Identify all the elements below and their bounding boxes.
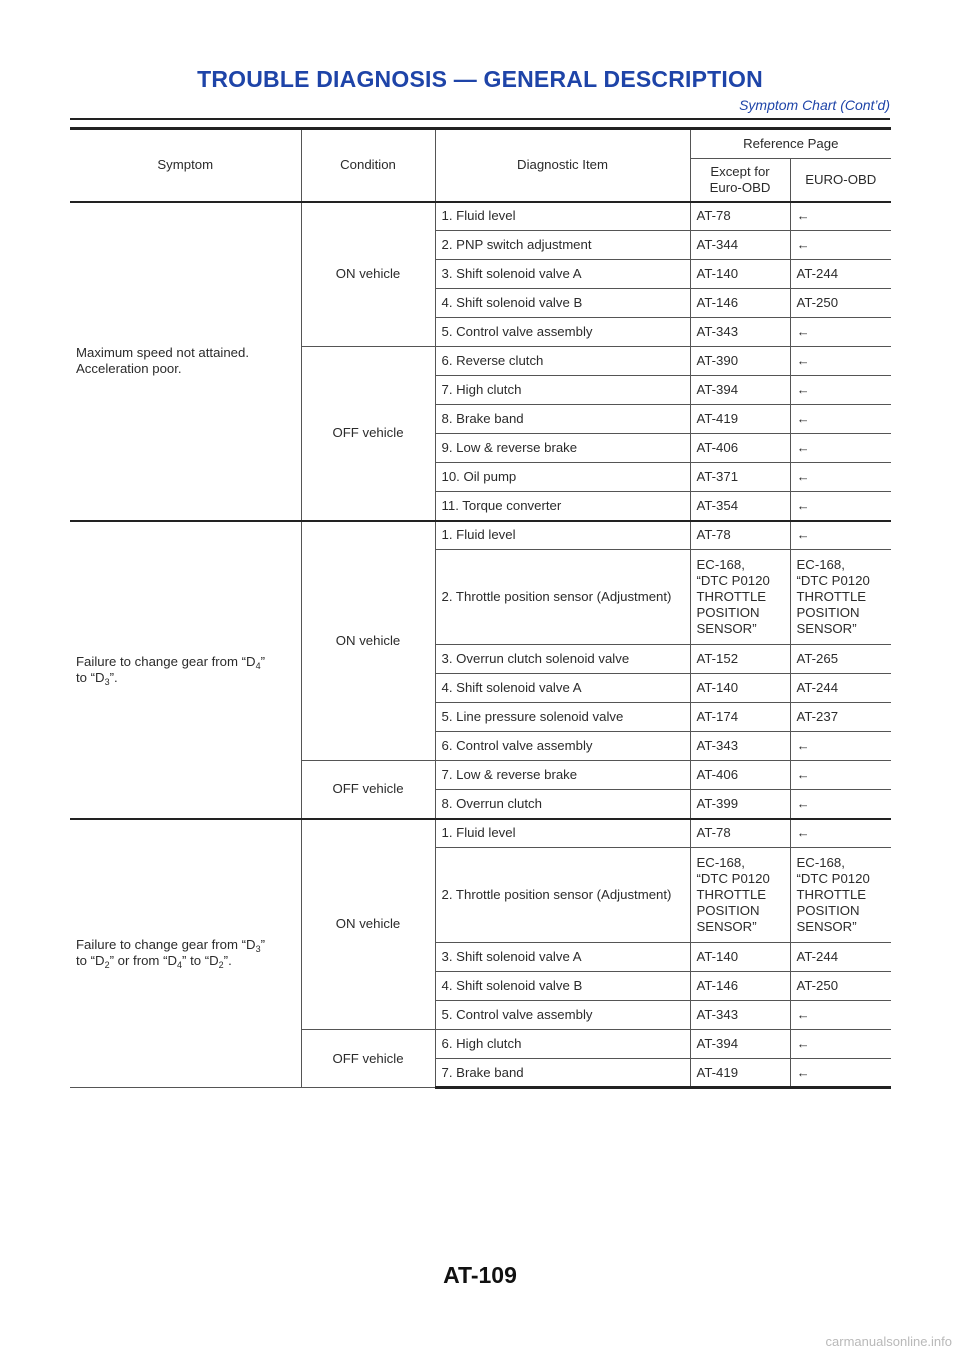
diagnostic-item-cell: 8. Overrun clutch <box>435 790 690 819</box>
symptom-text: ” <box>260 937 265 953</box>
reference-page-cell: AT-140 <box>690 943 790 972</box>
diagnostic-item-cell: 2. Throttle position sensor (Adjustment) <box>435 848 690 943</box>
reference-page-cell: AT-406 <box>690 761 790 790</box>
euro-obd-cell: ← <box>790 347 891 376</box>
diagnostic-item-cell: 5. Line pressure solenoid valve <box>435 703 690 732</box>
diagnostic-item-cell: 4. Shift solenoid valve B <box>435 289 690 318</box>
reference-page-cell: AT-354 <box>690 492 790 521</box>
reference-page-cell: AT-152 <box>690 645 790 674</box>
reference-page-cell: AT-140 <box>690 260 790 289</box>
reference-page-cell: AT-146 <box>690 289 790 318</box>
reference-line: EC-168, <box>696 557 745 572</box>
euro-obd-cell: ← <box>790 790 891 819</box>
gear-subscript: 3 <box>104 676 110 687</box>
euro-obd-cell: ← <box>790 819 891 848</box>
reference-line: THROTTLE <box>696 887 767 902</box>
symptom-text: ”. <box>109 669 118 685</box>
column-header-euro-obd: EURO-OBD <box>790 159 891 202</box>
diagnostic-item-cell: 2. PNP switch adjustment <box>435 231 690 260</box>
gear-subscript: 2 <box>218 960 224 971</box>
symptom-text: Failure to change gear from “D <box>76 937 256 953</box>
reference-line: THROTTLE <box>696 589 767 604</box>
symptom-text: to “D <box>76 953 105 969</box>
table-row <box>70 521 891 550</box>
reference-line: EC-168, <box>796 855 845 870</box>
page-header-subtitle: Symptom Chart (Cont’d) <box>739 97 890 113</box>
reference-page-cell: AT-78 <box>690 819 790 848</box>
table-header-row <box>70 129 891 159</box>
condition-cell: ON vehicle <box>301 521 435 761</box>
reference-line: “DTC P0120 <box>696 871 770 886</box>
diagnostic-item-cell: 3. Shift solenoid valve A <box>435 260 690 289</box>
reference-line: EC-168, <box>796 557 845 572</box>
diagnostic-item-cell: 3. Overrun clutch solenoid valve <box>435 645 690 674</box>
euro-obd-cell: AT-237 <box>790 703 891 732</box>
gear-subscript: 2 <box>104 960 110 971</box>
reference-page-cell: AT-399 <box>690 790 790 819</box>
reference-line: THROTTLE <box>796 887 867 902</box>
diagnostic-item-cell: 6. High clutch <box>435 1030 690 1059</box>
reference-page-cell: AT-419 <box>690 405 790 434</box>
diagnostic-item-cell: 5. Control valve assembly <box>435 318 690 347</box>
euro-obd-cell <box>790 848 891 943</box>
euro-obd-cell: ← <box>790 231 891 260</box>
reference-line: POSITION <box>796 903 860 918</box>
euro-obd-cell: ← <box>790 492 891 521</box>
diagnostic-item-cell: 11. Torque converter <box>435 492 690 521</box>
reference-page-cell: AT-344 <box>690 231 790 260</box>
euro-obd-cell: ← <box>790 434 891 463</box>
diagnostic-item-cell: 7. High clutch <box>435 376 690 405</box>
diagnostic-item-cell: 1. Fluid level <box>435 819 690 848</box>
symptom-text: Failure to change gear from “D <box>76 653 256 669</box>
reference-page-cell: AT-174 <box>690 703 790 732</box>
diagnostic-item-cell: 3. Shift solenoid valve A <box>435 943 690 972</box>
euro-obd-cell: AT-244 <box>790 674 891 703</box>
diagnostic-item-cell: 9. Low & reverse brake <box>435 434 690 463</box>
euro-obd-cell: ← <box>790 405 891 434</box>
diagnostic-item-cell: 7. Low & reverse brake <box>435 761 690 790</box>
euro-obd-cell: AT-265 <box>790 645 891 674</box>
reference-line: “DTC P0120 <box>696 573 770 588</box>
condition-cell: ON vehicle <box>301 202 435 347</box>
column-header-symptom: Symptom <box>70 129 301 202</box>
reference-line: POSITION <box>696 605 760 620</box>
symptom-cell <box>70 521 301 819</box>
reference-page-cell: AT-406 <box>690 434 790 463</box>
column-header-condition: Condition <box>301 129 435 202</box>
column-header-except-euro-obd-line1: Except for <box>710 163 770 179</box>
diagnostic-item-cell: 8. Brake band <box>435 405 690 434</box>
euro-obd-cell: ← <box>790 761 891 790</box>
reference-line: THROTTLE <box>796 589 867 604</box>
reference-page-cell <box>690 848 790 943</box>
reference-page-cell: AT-343 <box>690 732 790 761</box>
diagnostic-item-cell: 7. Brake band <box>435 1059 690 1088</box>
euro-obd-cell: ← <box>790 521 891 550</box>
symptom-cell <box>70 202 301 521</box>
diagnostic-item-cell: 6. Control valve assembly <box>435 732 690 761</box>
euro-obd-cell: AT-250 <box>790 289 891 318</box>
column-header-diagnostic-item: Diagnostic Item <box>435 129 690 202</box>
symptom-text: ” or from “D <box>109 953 177 969</box>
euro-obd-cell: ← <box>790 318 891 347</box>
euro-obd-cell: ← <box>790 732 891 761</box>
reference-line: SENSOR” <box>796 919 857 934</box>
reference-line: POSITION <box>796 605 860 620</box>
symptom-cell <box>70 819 301 1088</box>
column-header-except-euro-obd <box>690 159 790 202</box>
reference-line: SENSOR” <box>696 621 757 636</box>
column-header-reference-page: Reference Page <box>690 129 891 159</box>
euro-obd-cell: AT-244 <box>790 943 891 972</box>
reference-line: “DTC P0120 <box>796 871 870 886</box>
diagnostic-item-cell: 6. Reverse clutch <box>435 347 690 376</box>
header-divider <box>70 118 890 120</box>
symptom-text: ” to “D <box>182 953 219 969</box>
condition-cell: OFF vehicle <box>301 761 435 819</box>
diagnostic-item-cell: 1. Fluid level <box>435 202 690 231</box>
table-row <box>70 819 891 848</box>
euro-obd-cell: ← <box>790 376 891 405</box>
gear-subscript: 3 <box>255 944 261 955</box>
reference-page-cell: AT-419 <box>690 1059 790 1088</box>
reference-page-cell: AT-78 <box>690 202 790 231</box>
condition-cell: OFF vehicle <box>301 347 435 521</box>
diagnostic-item-cell: 5. Control valve assembly <box>435 1001 690 1030</box>
symptom-text: ” <box>260 653 265 669</box>
symptom-text: to “D <box>76 669 105 685</box>
reference-line: SENSOR” <box>696 919 757 934</box>
euro-obd-cell <box>790 550 891 645</box>
reference-page-cell: AT-146 <box>690 972 790 1001</box>
diagnostic-item-cell: 2. Throttle position sensor (Adjustment) <box>435 550 690 645</box>
symptom-text: Maximum speed not attained. <box>76 345 249 360</box>
condition-cell: ON vehicle <box>301 819 435 1030</box>
reference-line: SENSOR” <box>796 621 857 636</box>
reference-page-cell: AT-343 <box>690 318 790 347</box>
watermark: carmanualsonline.info <box>825 1334 952 1349</box>
euro-obd-cell: ← <box>790 463 891 492</box>
euro-obd-cell: AT-250 <box>790 972 891 1001</box>
diagnostic-item-cell: 4. Shift solenoid valve B <box>435 972 690 1001</box>
reference-page-cell: AT-394 <box>690 1030 790 1059</box>
column-header-except-euro-obd-line2: Euro-OBD <box>709 179 771 195</box>
euro-obd-cell: ← <box>790 1001 891 1030</box>
diagnostic-item-cell: 1. Fluid level <box>435 521 690 550</box>
reference-page-cell: AT-343 <box>690 1001 790 1030</box>
reference-page-cell: AT-140 <box>690 674 790 703</box>
condition-cell: OFF vehicle <box>301 1030 435 1088</box>
page-header-title: TROUBLE DIAGNOSIS — GENERAL DESCRIPTION <box>197 66 763 92</box>
reference-line: “DTC P0120 <box>796 573 870 588</box>
euro-obd-cell: AT-244 <box>790 260 891 289</box>
euro-obd-cell: ← <box>790 202 891 231</box>
diagnostic-item-cell: 4. Shift solenoid valve A <box>435 674 690 703</box>
reference-line: EC-168, <box>696 855 745 870</box>
symptom-text: ”. <box>223 953 232 969</box>
reference-page-cell: AT-394 <box>690 376 790 405</box>
symptom-chart-table <box>70 127 891 1089</box>
symptom-text: Acceleration poor. <box>76 361 182 376</box>
gear-subscript: 4 <box>255 660 261 671</box>
euro-obd-cell: ← <box>790 1030 891 1059</box>
reference-page-cell: AT-390 <box>690 347 790 376</box>
page-number: AT-109 <box>443 1262 517 1288</box>
gear-subscript: 4 <box>177 960 183 971</box>
reference-page-cell: AT-78 <box>690 521 790 550</box>
table-row <box>70 202 891 231</box>
euro-obd-cell: ← <box>790 1059 891 1088</box>
reference-page-cell <box>690 550 790 645</box>
reference-line: POSITION <box>696 903 760 918</box>
reference-page-cell: AT-371 <box>690 463 790 492</box>
diagnostic-item-cell: 10. Oil pump <box>435 463 690 492</box>
